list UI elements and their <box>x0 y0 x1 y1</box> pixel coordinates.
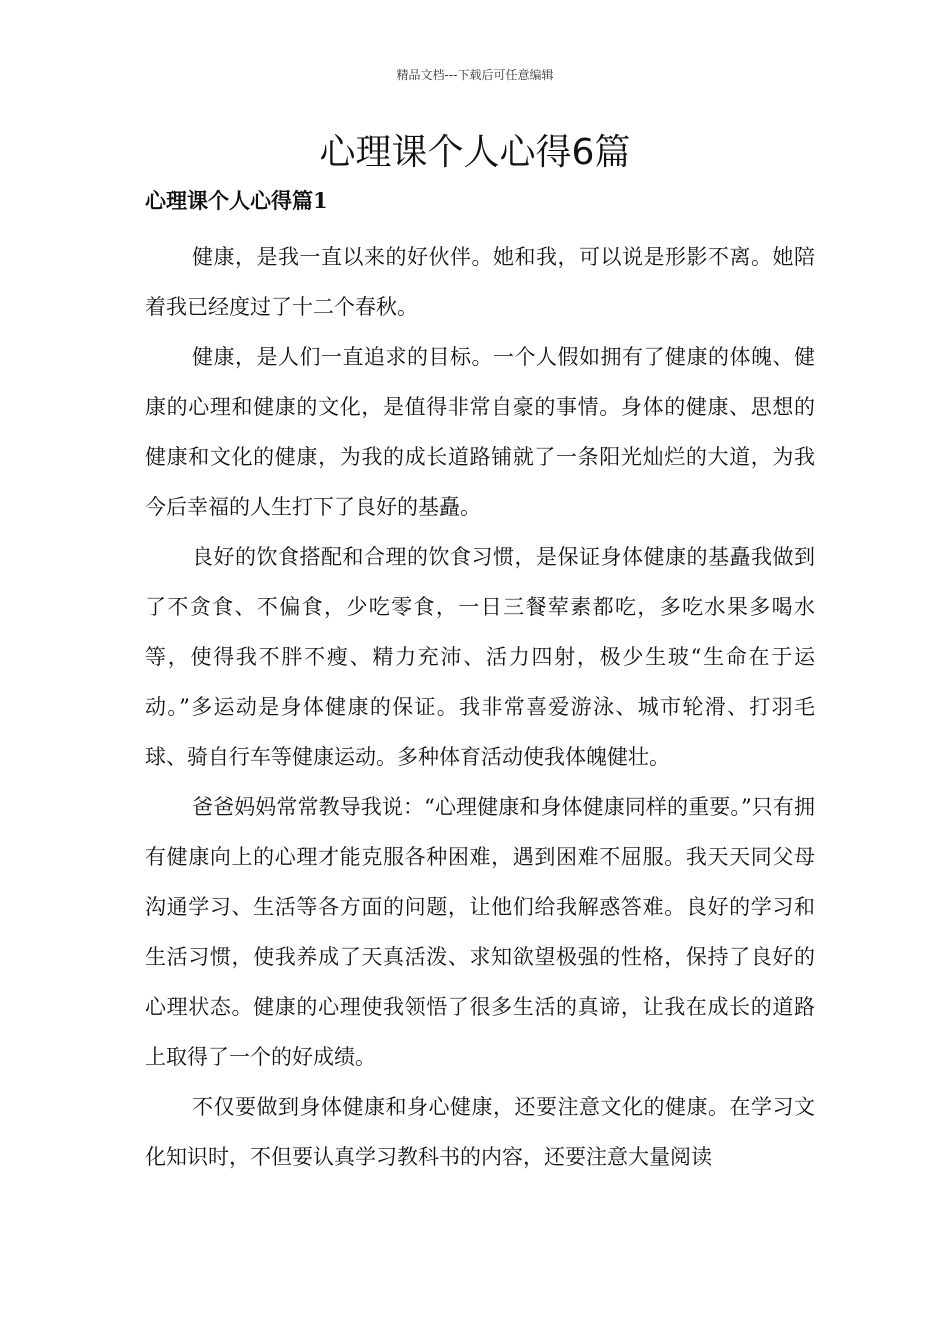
section-heading: 心理课个人心得篇1 <box>145 188 328 213</box>
paragraph: 健康，是人们一直追求的目标。一个人假如拥有了健康的体魄、健康的心理和健康的文化，是值得非常自豪的事情。身体的健康、思想的健康和文化的健康，为我的成长道路铺就了一条阳光灿烂的大道，为我今后幸福的人生打下了良好的基矗。 <box>145 345 815 519</box>
paragraph: 良好的饮食搭配和合理的饮食习惯，是保证身体健康的基矗我做到了不贪食、不偏食，少吃零食，一日三餐荤素都吃，多吃水果多喝水等，使得我不胖不瘦、精力充沛、活力四射，极少生玻“生命在于运动。”多运动是身体健康的保证。我非常喜爱游泳、城市轮滑、打羽毛球、骑自行车等健康运动。多种体育活动使我体魄健壮。 <box>145 545 815 769</box>
header-note: 精品文档---下载后可任意编辑 <box>396 68 554 82</box>
document-title: 心理课个人心得6篇 <box>319 132 631 173</box>
paragraph: 爸爸妈妈常常教导我说：“心理健康和身体健康同样的重要。”只有拥有健康向上的心理才能克服各种困难，遇到困难不屈服。我天天同父母沟通学习、生活等各方面的问题，让他们给我解惑答难。良好的学习和生活习惯，使我养成了天真活泼、求知欲望极强的性格，保持了良好的心理状态。健康的心理使我领悟了很多生活的真谛，让我在成长的道路上取得了一个的好成绩。 <box>145 795 815 1069</box>
paragraph: 不仅要做到身体健康和身心健康，还要注意文化的健康。在学习文化知识时，不但要认真学习教科书的内容，还要注意大量阅读 <box>145 1095 815 1169</box>
paragraph: 健康，是我一直以来的好伙伴。她和我，可以说是形影不离。她陪着我已经度过了十二个春秋。 <box>145 245 815 319</box>
body-text <box>145 232 815 1182</box>
